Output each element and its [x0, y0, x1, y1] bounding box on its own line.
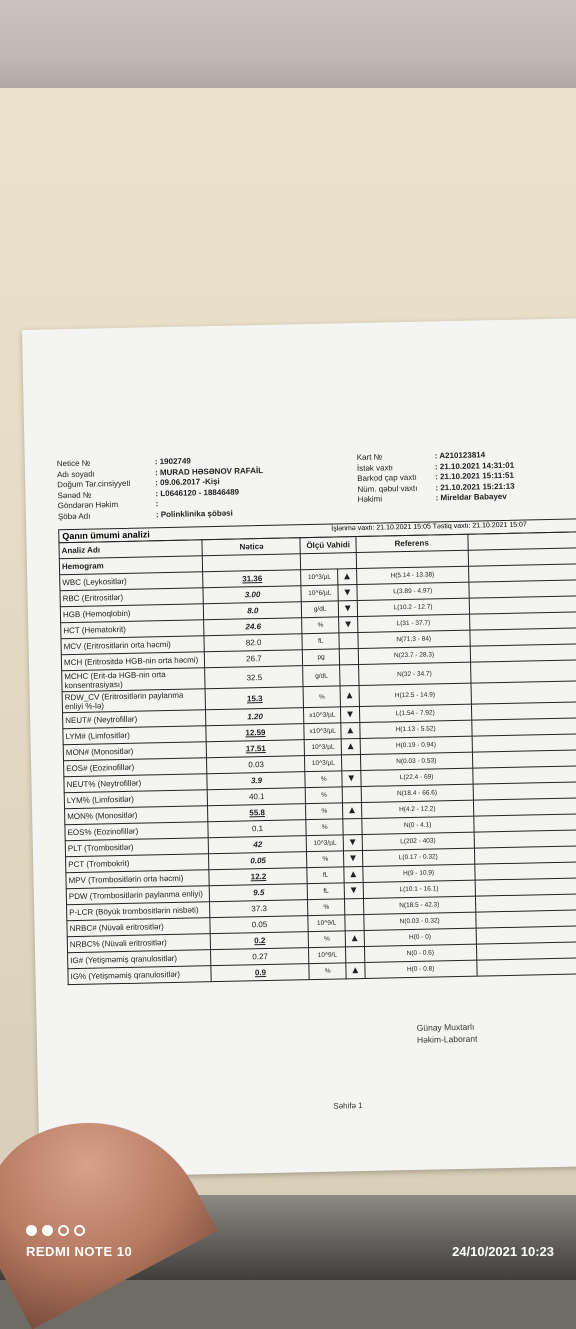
header-value: : 21.10.2021 14:31:01	[434, 460, 515, 471]
analysis-name: NRBC% (Nüvəli eritrositlər)	[67, 934, 211, 953]
col-header-reference: Referens	[356, 534, 468, 552]
reference-range: N(0.03 - 0.53)	[360, 752, 472, 770]
reference-range: L(10.2 - 12.7)	[357, 598, 469, 616]
analysis-name: LYM% (Limfositlər)	[64, 790, 208, 809]
result-value: 26.7	[205, 650, 303, 668]
reference-range: N(18.5 - 42.3)	[363, 896, 475, 914]
analysis-name: PDW (Trombositlərin paylanma enliyi)	[66, 886, 210, 905]
result-value: 0.27	[211, 948, 309, 966]
unit-value: %	[309, 931, 346, 948]
analysis-name: MCV (Eritrositlərin orta həcmi)	[61, 636, 205, 655]
unit-value: x10^3/µL	[304, 723, 341, 740]
header-value: : A210123814	[434, 450, 486, 461]
header-value: : 21.10.2021 15:11:51	[435, 470, 514, 482]
unit-value: fL	[308, 883, 345, 900]
analysis-name: IG% (Yetişməmiş qranulositlər)	[68, 966, 212, 985]
header-label: Doğum Tar.cinsiyyeti	[57, 478, 131, 490]
reference-range: H(9 - 10.9)	[363, 864, 475, 882]
analysis-name: EOS# (Eozinofillər)	[64, 758, 208, 777]
header-value: : 09.06.2017 -Kişi	[155, 476, 220, 488]
signature-role: Həkim-Laborant	[416, 1033, 478, 1045]
arrow-up-icon: ▲	[346, 962, 365, 978]
header-right-labels	[357, 452, 418, 506]
result-value: 0.05	[209, 852, 307, 870]
analysis-name: HGB (Hemoqlobin)	[60, 604, 204, 623]
camera-brand-watermark: REDMI NOTE 10	[26, 1244, 133, 1259]
dot-icon	[58, 1225, 69, 1236]
unit-value: %	[307, 851, 344, 868]
unit-value: 10^3/µL	[307, 835, 344, 852]
unit-value: 10^9/L	[308, 915, 345, 932]
camera-timestamp: 24/10/2021 10:23	[452, 1244, 554, 1259]
arrow-empty	[345, 946, 364, 962]
dot-icon	[26, 1225, 37, 1236]
analysis-name: RDW_CV (Eritrositlərin paylanma enliyi %-lə)	[62, 689, 206, 713]
analysis-name: MON# (Monositlər)	[63, 742, 207, 761]
unit-value: g/dL	[302, 601, 339, 618]
arrow-up-icon: ▲	[344, 866, 363, 882]
analysis-name: PCT (Trombokrit)	[66, 854, 210, 873]
unit-value: 10^3/µL	[305, 755, 342, 772]
analysis-name: MCHC (Erit-də HGB-nin orta konsentrasiyası)	[62, 668, 206, 692]
header-label: Göndərən Həkim	[57, 500, 119, 511]
background-wall	[0, 0, 576, 100]
header-value: : MURAD HƏSƏNOV RAFAİL	[154, 465, 264, 477]
analysis-name: NEUT# (Neytrofillər)	[63, 710, 207, 729]
unit-value: %	[306, 787, 343, 804]
reference-range: N(0 - 0.6)	[364, 944, 476, 962]
arrow-down-icon: ▼	[340, 707, 359, 723]
arrow-down-icon: ▼	[338, 601, 357, 617]
result-value: 24.6	[204, 618, 302, 636]
header-label: Həkimi	[357, 494, 383, 505]
result-value: 40.1	[208, 788, 306, 806]
reference-range: H(1.13 - 5.52)	[360, 720, 472, 738]
col-header-result: Nəticə	[202, 538, 300, 556]
arrow-empty	[340, 665, 359, 686]
reference-range: L(22.4 - 69)	[361, 768, 473, 786]
analysis-name: MPV (Trombositlərin orta həcmi)	[66, 870, 210, 889]
unit-value: x10^3/µL	[304, 707, 341, 724]
result-value: 0.9	[211, 964, 309, 982]
group-label: Hemogram	[59, 556, 203, 575]
result-value: 15.3	[206, 687, 304, 710]
lab-report-paper	[22, 318, 576, 1178]
arrow-down-icon: ▼	[343, 850, 362, 866]
result-value: 0.03	[207, 756, 305, 774]
reference-range: H(12.5 - 14.9)	[359, 683, 471, 706]
page-label: Səhifə 1	[333, 1101, 363, 1111]
analysis-name: HCT (Hematokrit)	[61, 620, 205, 639]
result-value: 0.1	[208, 820, 306, 838]
result-value: 12.2	[209, 868, 307, 886]
unit-value: fL	[307, 867, 344, 884]
arrow-up-icon: ▲	[341, 739, 360, 755]
result-value: 42	[209, 836, 307, 854]
arrow-up-icon: ▲	[341, 723, 360, 739]
blank-cell	[470, 660, 576, 683]
reference-range: N(23.7 - 28.3)	[358, 646, 470, 664]
header-label: İstək vaxtı	[356, 462, 394, 473]
section-title: Qanın ümumi analizi	[62, 529, 150, 542]
arrow-empty	[344, 898, 363, 914]
header-value: : Polinklinika şöbəsi	[155, 508, 233, 519]
reference-range: H(0.19 - 0.94)	[360, 736, 472, 754]
header-label: Sənəd №	[57, 490, 92, 500]
result-value: 0.05	[210, 916, 308, 934]
unit-value: %	[306, 803, 343, 820]
arrow-down-icon: ▼	[339, 617, 358, 633]
unit-value: 10^6/µL	[301, 585, 338, 602]
reference-range: L(1.54 - 7.92)	[359, 704, 471, 722]
result-value: 12.59	[206, 724, 304, 742]
analysis-name: MON% (Monositlər)	[65, 806, 209, 825]
timing-text: İşlənmə vaxtı: 21.10.2021 15:05 Təstiq vaxtı: 21.10.2021 15:07	[331, 521, 527, 533]
arrow-down-icon: ▼	[342, 771, 361, 787]
arrow-empty	[341, 755, 360, 771]
header-value: : L0646120 - 18846489	[155, 486, 240, 498]
report-header	[56, 449, 569, 521]
arrow-empty	[343, 818, 362, 834]
signature-block	[417, 1021, 478, 1046]
dot-icon	[42, 1225, 53, 1236]
reference-range: H(4.2 - 12.2)	[361, 800, 473, 818]
result-value: 55.8	[208, 804, 306, 822]
signature-name: Günay Muxtarlı	[416, 1021, 475, 1033]
unit-value: 10^9/L	[309, 947, 346, 964]
blank-cell	[476, 958, 576, 976]
header-label: Nüm. qəbul vaxtı	[357, 483, 418, 494]
reference-range: H(0 - 0)	[364, 928, 476, 946]
header-label: Barkod çap vaxtı	[357, 472, 417, 484]
reference-range: H(0 - 0.8)	[365, 960, 477, 978]
result-value: 32.5	[205, 666, 303, 689]
unit-value: 10^3/µL	[301, 569, 338, 586]
analysis-name: LYM# (Limfositlər)	[63, 726, 207, 745]
analysis-name: WBC (Leykositlər)	[60, 572, 204, 591]
header-value: : Mireldar Babayev	[435, 491, 507, 503]
header-label: Adı soyadı	[56, 469, 95, 479]
arrow-up-icon: ▲	[342, 802, 361, 818]
reference-range: N(0 - 4.1)	[362, 816, 474, 834]
unit-value: pg	[303, 649, 340, 666]
arrow-empty	[339, 649, 358, 665]
unit-value: g/dL	[303, 665, 340, 687]
group-cell-empty	[301, 553, 357, 570]
arrow-empty	[345, 914, 364, 930]
header-right-values	[435, 450, 515, 504]
arrow-up-icon: ▲	[340, 686, 359, 707]
result-value: 8.0	[204, 602, 302, 620]
blank-cell	[471, 681, 576, 704]
result-value: 31.36	[203, 570, 301, 588]
reference-range: N(18.4 - 66.6)	[361, 784, 473, 802]
analysis-name: P-LCR (Böyük trombositlərin nisbəti)	[67, 902, 211, 921]
analysis-name: PLT (Trombositlər)	[65, 838, 209, 857]
unit-value: %	[309, 963, 346, 980]
unit-value: %	[308, 899, 345, 916]
unit-value: %	[306, 819, 343, 836]
analysis-name: NRBC# (Nüvəli eritrositlər)	[67, 918, 211, 937]
camera-watermark-dots	[26, 1225, 85, 1236]
analysis-name: EOS% (Eozinofillər)	[65, 822, 209, 841]
unit-value: 10^3/µL	[305, 739, 342, 756]
result-value: 1.20	[206, 708, 304, 726]
result-value: 3.00	[203, 586, 301, 604]
header-label: Netice №	[56, 458, 91, 469]
table-body	[59, 548, 576, 985]
reference-range: N(32 - 34.7)	[358, 662, 470, 685]
results-table	[58, 531, 576, 985]
header-label: Kart №	[356, 452, 383, 463]
analysis-name: RBC (Eritrositlər)	[60, 588, 204, 607]
result-value: 3.9	[207, 772, 305, 790]
col-header-unit: Ölçü Vahidi	[300, 537, 356, 554]
reference-range: N(0.03 - 0.32)	[364, 912, 476, 930]
reference-range: L(0.17 - 0.32)	[362, 848, 474, 866]
result-value: 0.2	[211, 932, 309, 950]
header-value: : 21.10.2021 15:21:13	[435, 481, 515, 492]
reference-range: N(71.3 - 84)	[358, 630, 470, 648]
arrow-up-icon: ▲	[338, 569, 357, 585]
col-header-name: Analiz Adı	[59, 540, 203, 559]
header-value: : 1902749	[154, 456, 191, 467]
arrow-empty	[339, 633, 358, 649]
arrow-down-icon: ▼	[344, 882, 363, 898]
reference-range: L(31 - 37.7)	[357, 614, 469, 632]
analysis-name: MCH (Eritrositdə HGB-nin orta həcmi)	[61, 652, 205, 671]
unit-value: %	[304, 686, 341, 708]
arrow-down-icon: ▼	[338, 585, 357, 601]
arrow-up-icon: ▲	[345, 930, 364, 946]
arrow-down-icon: ▼	[343, 834, 362, 850]
unit-value: %	[305, 771, 342, 788]
header-value: :	[155, 499, 159, 509]
analysis-name: IG# (Yetişməmiş qranulositlər)	[68, 950, 212, 969]
header-left-values	[155, 455, 264, 520]
header-left-labels	[57, 458, 132, 523]
reference-range: H(5.14 - 13.38)	[356, 566, 468, 584]
result-value: 17.51	[207, 740, 305, 758]
result-value: 37.3	[210, 900, 308, 918]
reference-range: L(3.89 - 4.97)	[357, 582, 469, 600]
result-value: 82.0	[204, 634, 302, 652]
reference-range: L(10.1 - 16.1)	[363, 880, 475, 898]
result-value: 9.5	[210, 884, 308, 902]
analysis-name: NEUT% (Neytrofillər)	[64, 774, 208, 793]
header-label: Şöbə Adı	[57, 511, 91, 521]
unit-value: fL	[302, 633, 339, 650]
unit-value: %	[302, 617, 339, 634]
reference-range: L(202 - 403)	[362, 832, 474, 850]
dot-icon	[74, 1225, 85, 1236]
arrow-empty	[342, 787, 361, 803]
